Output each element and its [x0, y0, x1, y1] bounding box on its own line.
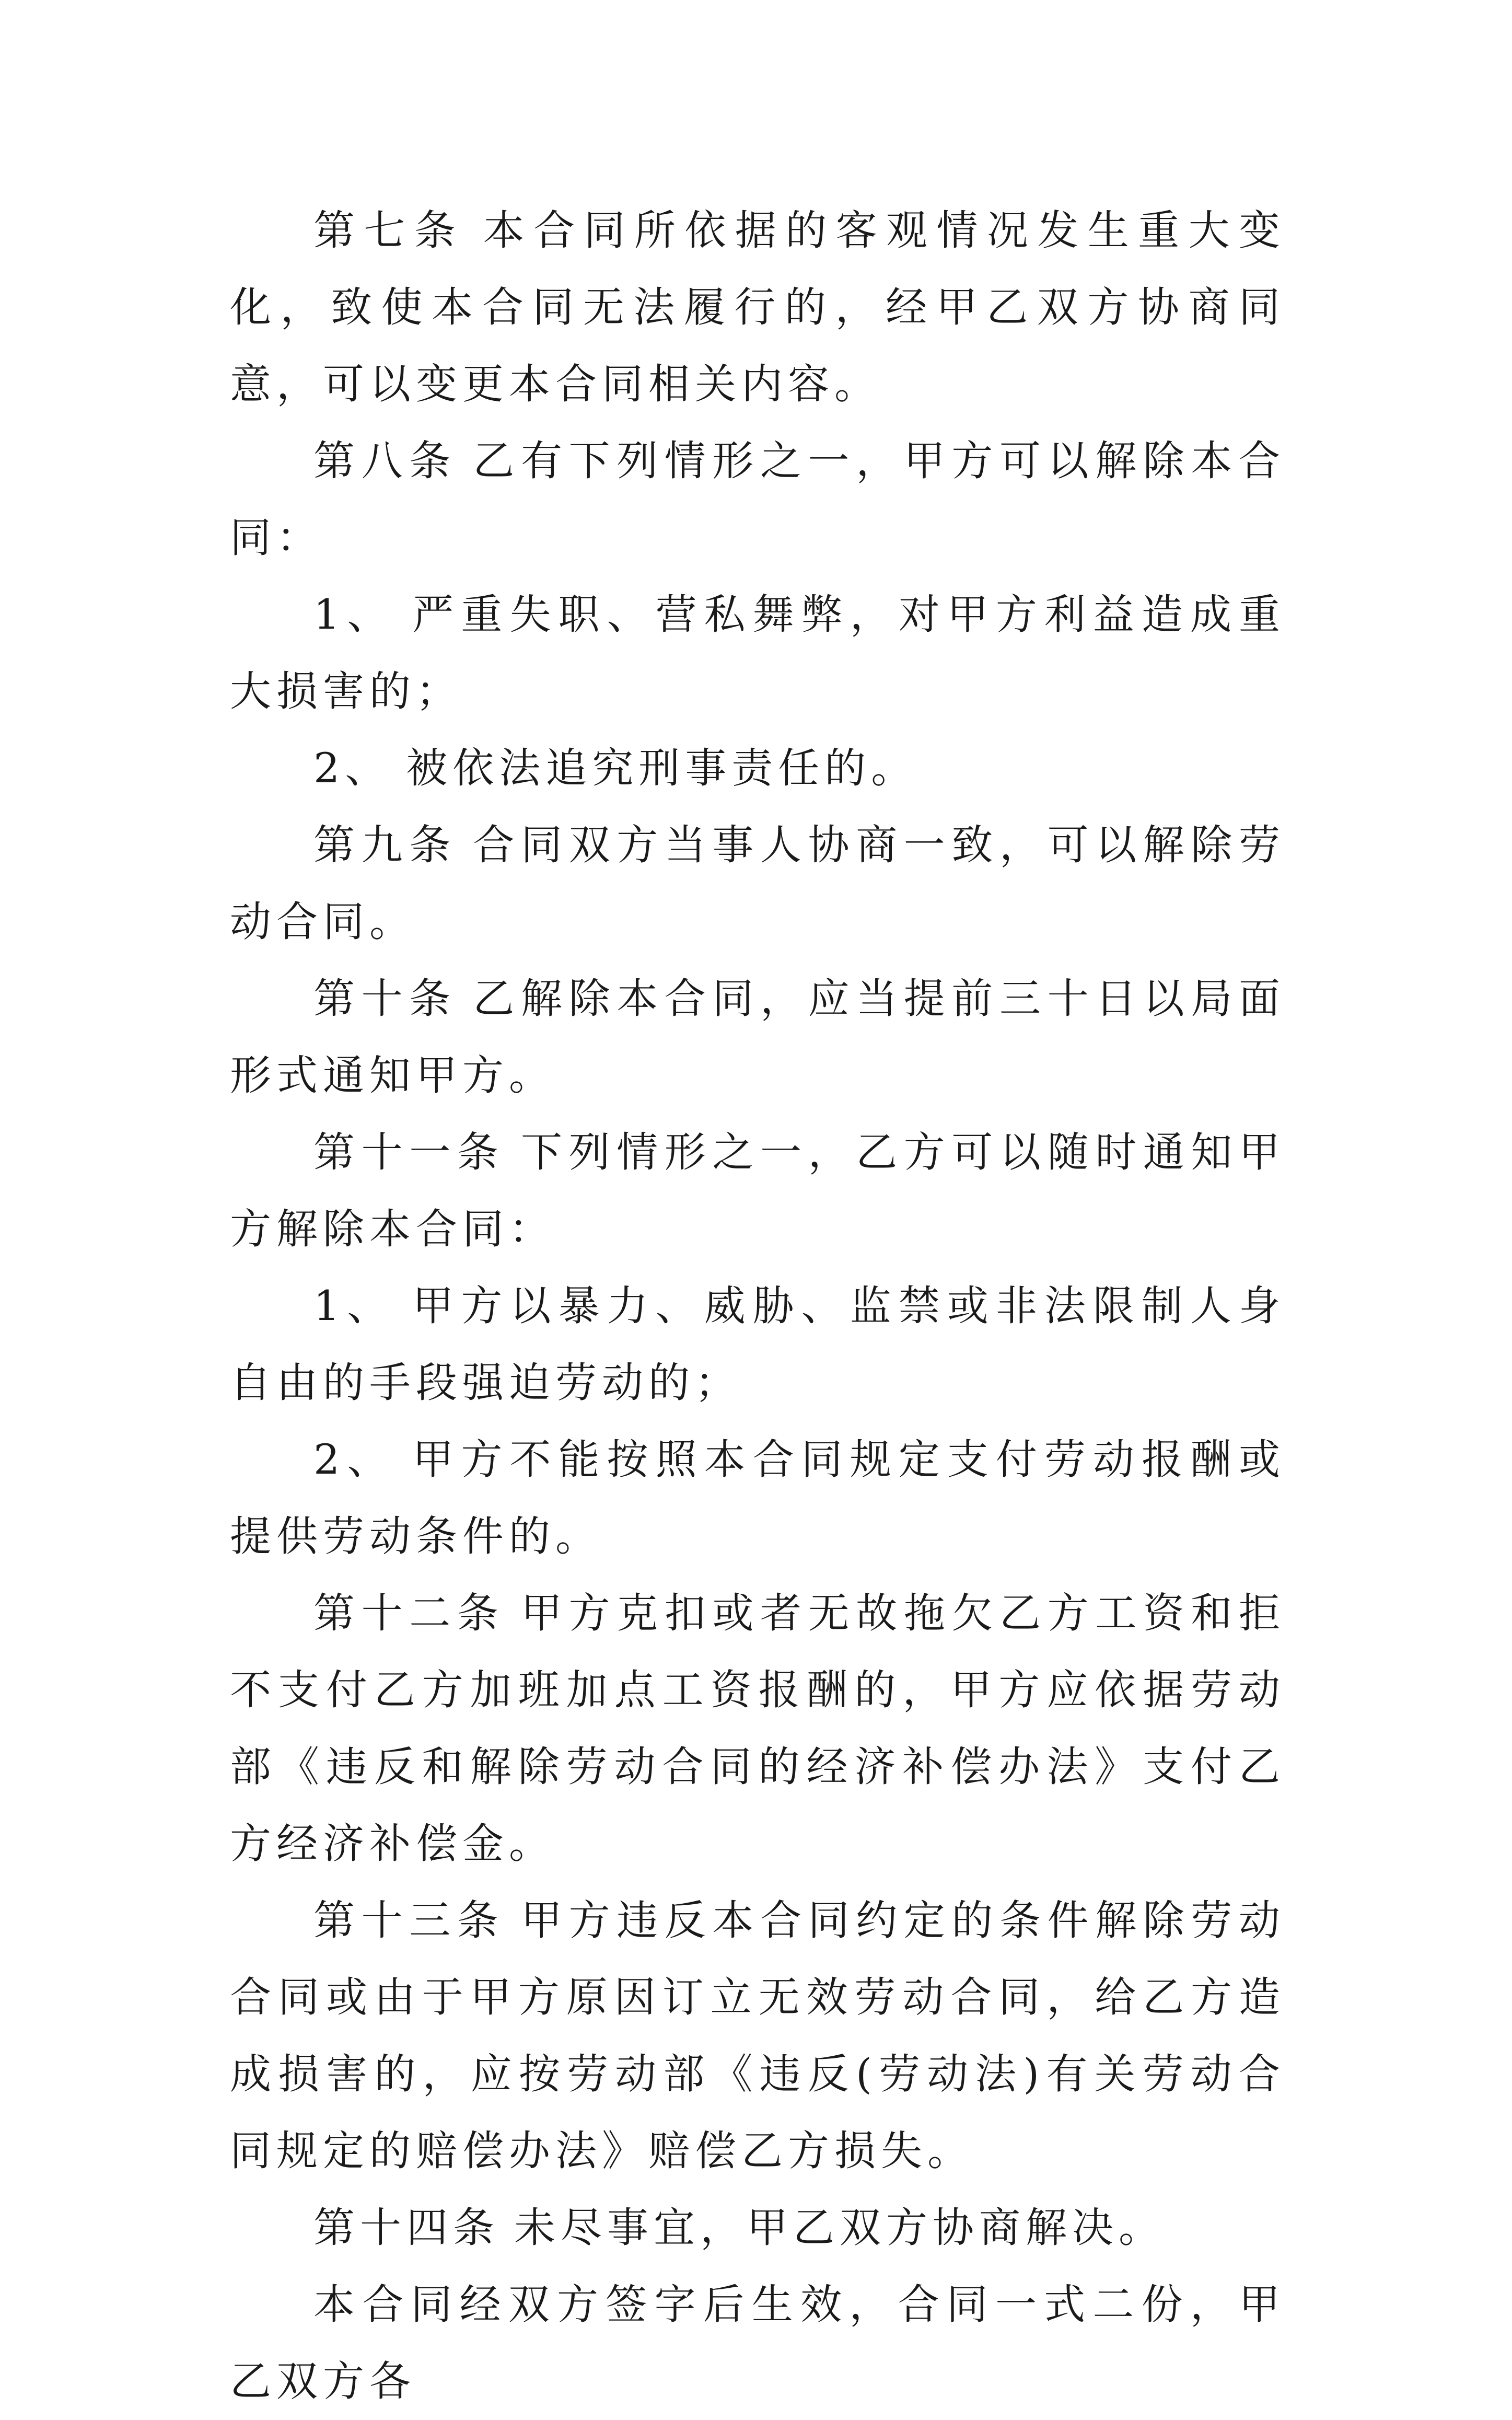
article-label: 第七条	[313, 206, 465, 254]
article-label: 第十二条	[313, 1589, 505, 1637]
article-8	[230, 423, 1285, 576]
article-14	[230, 2190, 1285, 2266]
item-text: 被依法追究刑事责任的。	[406, 744, 918, 792]
item-number: 2、	[313, 1435, 396, 1484]
article-13	[230, 1882, 1285, 2190]
article-11-item-2	[230, 1421, 1285, 1575]
article-12	[230, 1575, 1285, 1882]
article-11-item-1	[230, 1268, 1285, 1421]
article-text: 甲方违反本合同约定的条件解除劳动合同或由于甲方原因订立无效劳动合同，给乙方造成损害的，应按劳动部《违反(劳动法)有关劳动合同规定的赔偿办法》赔偿乙方损失。	[230, 1896, 1286, 2175]
article-label: 第十三条	[313, 1896, 505, 1944]
article-8-item-1	[230, 576, 1285, 730]
item-number: 1、	[313, 590, 396, 639]
item-number: 1、	[313, 1282, 396, 1330]
article-8-item-2	[230, 730, 1285, 807]
document-body	[230, 192, 1285, 2420]
closing-paragraph	[230, 2266, 1285, 2420]
article-label: 第十条	[313, 975, 457, 1023]
article-7	[230, 192, 1285, 423]
article-11	[230, 1114, 1285, 1268]
item-number: 2、	[313, 744, 392, 792]
article-text: 乙有下列情形之一，甲方可以解除本合同：	[230, 437, 1286, 562]
article-text: 合同双方当事人协商一致，可以解除劳动合同。	[230, 821, 1286, 946]
item-text: 甲方以暴力、威胁、监禁或非法限制人身自由的手段强迫劳动的；	[230, 1282, 1286, 1407]
article-label: 第八条	[313, 437, 457, 485]
article-10	[230, 960, 1285, 1114]
article-label: 第十四条	[313, 2204, 499, 2252]
article-label: 第九条	[313, 821, 457, 869]
article-text: 下列情形之一，乙方可以随时通知甲方解除本合同：	[230, 1128, 1286, 1253]
article-text: 乙解除本合同，应当提前三十日以局面形式通知甲方。	[230, 975, 1286, 1099]
article-text: 本合同所依据的客观情况发生重大变化，致使本合同无法履行的，经甲乙双方协商同意，可以变更本合同相关内容。	[230, 206, 1286, 408]
article-text: 未尽事宜，甲乙双方协商解决。	[514, 2204, 1165, 2252]
item-text: 甲方不能按照本合同规定支付劳动报酬或提供劳动条件的。	[230, 1435, 1286, 1560]
article-text: 甲方克扣或者无故拖欠乙方工资和拒不支付乙方加班加点工资报酬的，甲方应依据劳动部《违反和解除劳动合同的经济补偿办法》支付乙方经济补偿金。	[230, 1589, 1286, 1868]
closing-text: 本合同经双方签字后生效，合同一式二份，甲乙双方各	[230, 2280, 1285, 2405]
item-text: 严重失职、营私舞弊，对甲方利益造成重大损害的；	[230, 590, 1286, 715]
article-label: 第十一条	[313, 1128, 505, 1176]
article-9	[230, 807, 1285, 960]
